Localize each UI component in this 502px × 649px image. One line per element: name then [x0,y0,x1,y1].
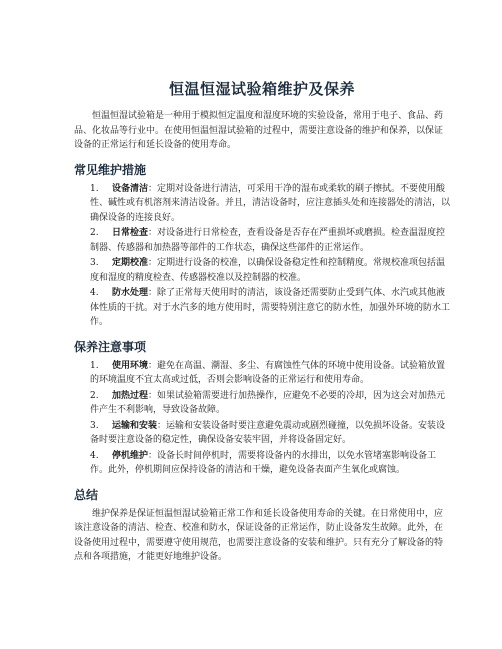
item-text: ：定期对设备进行清洁，可采用干净的湿布或柔软的刷子擦拭。不要使用酸性、碱性或有机溶剂来清洁设备。并且，清洁设备时，应注意插头处和连接器处的清洁，以确保设备的连接良好。 [90,183,451,223]
item-number: 2. [90,390,99,401]
section-heading-summary: 总结 [74,487,99,502]
item-text: ：除了正常每天使用时的清洁，该设备还需要防止受到气体、水汽或其他液体性质的干扰。对于水汽多的地方使用时，需要特别注意它的防水性，加强外环境的防水工作。 [90,288,451,327]
item-keyword: 定期校准 [112,258,149,268]
list-item [74,359,450,388]
list-item [74,419,450,448]
item-keyword: 日常检查 [112,228,149,238]
item-keyword: 防水处理 [112,288,149,298]
item-number: 4. [90,450,99,461]
document-title: 恒温恒湿试验箱维护及保养 [168,80,355,98]
list-item [74,286,450,330]
item-text: ：避免在高温、潮湿、多尘、有腐蚀性气体的环境中使用设备。试验箱放置的环境温度不宜太高或过低，否则会影响设备的正常运行和使用寿命。 [90,360,446,385]
item-number: 1. [90,360,99,371]
list-item [74,226,450,255]
item-keyword: 运输和安装 [112,420,158,431]
item-number: 4. [90,288,99,298]
section-heading-maintenance: 常见维护措施 [74,162,147,177]
list-item [74,389,450,418]
item-text: ：如果试验箱需要进行加热操作，应避免不必要的冷却，因为这会对加热元件产生不利影响，导致设备故障。 [90,390,446,415]
list-item [74,182,450,226]
item-text: ：对设备进行日常检查，查看设备是否存在严重损坏或磨损。检查温湿度控制器、传感器和加热器等部件的工作状态，确保这些部件的正常运作。 [90,228,446,253]
item-keyword: 设备清洁 [112,183,149,194]
item-number: 3. [90,420,99,431]
item-text: ：定期进行设备的校准，以确保设备稳定性和控制精度。常规校准项包括温度和湿度的精度检查、传感器校准以及控制器的校准。 [90,258,446,283]
list-item [74,449,450,478]
item-keyword: 加热过程 [112,390,149,401]
item-keyword: 停机维护 [112,450,149,461]
summary-paragraph: 维护保养是保证恒温恒湿试验箱正常工作和延长设备使用寿命的关键。在日常使用中，应该注意设备的清洁、检查、校准和防水，保证设备的正常运作，防止设备发生故障。此外，在设备使用过程中，需要遵守使用规范，也需要注意设备的安装和维护。只有充分了解设备的特点和各项措施，才能更好地维护设备。 [74,508,444,562]
item-keyword: 使用环境 [112,360,149,371]
item-number: 1. [90,183,99,194]
item-number: 3. [90,258,99,268]
item-number: 2. [90,228,99,238]
item-text: ：设备长时间停机时，需要将设备内的水排出，以免水管堵塞影响设备工作。此外，停机期间应保持设备的清洁和干燥，避免设备表面产生氧化或腐蚀。 [90,450,437,475]
item-text: ：运输和安装设备时要注意避免震动或剧烈碰撞，以免损坏设备。安装设备时要注意设备的稳定性，确保设备安装牢固，并将设备固定好。 [90,420,446,445]
intro-paragraph: 恒温恒湿试验箱是一种用于模拟恒定温度和湿度环境的实验设备，常用于电子、食品、药品、化妆品等行业中。在使用恒温恒湿试验箱的过程中，需要注意设备的维护和保养，以保证设备的正常运行和延长设备的使用寿命。 [74,111,444,150]
section-heading-precautions: 保养注意事项 [74,339,147,354]
list-item [74,256,450,285]
